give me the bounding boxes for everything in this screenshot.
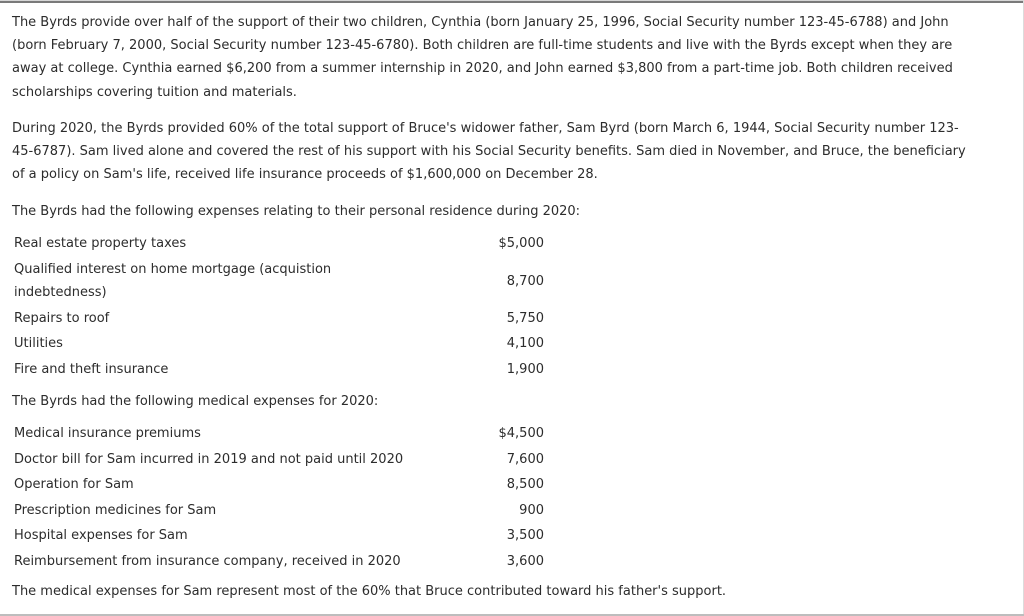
- paragraph-children-support: The Byrds provide over half of the support of their two children, Cynthia (born January 25, 1996, Social Security number 123-45-6788) and John (born February 7, 2000, Social Security number 123-45-6780). Both children are full-time students and live with the Byrds except when they are away at college. Cynthia earned $6,200 from a summer internship in 2020, and John earned $3,800 from a part-time job. Both children received scholarships covering tuition and materials.: [12, 15, 953, 100]
- expense-label: Real estate property taxes: [14, 236, 187, 252]
- residence-expenses-table: [14, 231, 554, 382]
- expense-label: Reimbursement from insurance company, received in 2020: [14, 553, 401, 569]
- expense-amount: 4,100: [506, 336, 544, 352]
- expense-amount: $5,000: [498, 236, 544, 252]
- expense-label: Utilities: [14, 336, 63, 352]
- expense-amount: 3,500: [506, 528, 544, 544]
- expense-amount: 1,900: [506, 361, 544, 377]
- expense-amount: $4,500: [498, 426, 544, 442]
- table-row: [14, 257, 554, 306]
- expense-amount: 5,750: [506, 310, 544, 326]
- top-divider-accent: [0, 1, 1024, 3]
- paragraph-medical-note: The medical expenses for Sam represent most of the 60% that Bruce contributed toward his father's support.: [12, 584, 727, 599]
- expense-label: Doctor bill for Sam incurred in 2019 and not paid until 2020: [14, 451, 404, 467]
- expense-label: Prescription medicines for Sam: [14, 502, 217, 518]
- expense-amount: 8,500: [506, 477, 544, 493]
- expense-label: Repairs to roof: [14, 310, 110, 326]
- table-row: [14, 357, 554, 383]
- paragraph-residence-intro: The Byrds had the following expenses relating to their personal residence during 2020:: [12, 204, 581, 219]
- table-row: [14, 331, 554, 357]
- table-row: [14, 498, 554, 524]
- table-row: [14, 523, 554, 549]
- paragraph-father-support: During 2020, the Byrds provided 60% of the total support of Bruce's widower father, Sam Byrd (born March 6, 1944, Social Security number 123-45-6787). Sam lived alone and covered the rest of his support with his Social Security benefits. Sam died in November, and Bruce, the beneficiary of a policy on Sam's life, received life insurance proceeds of $1,600,000 on December 28.: [12, 121, 966, 183]
- expense-label: Qualified interest on home mortgage (acquistion indebtedness): [14, 262, 332, 300]
- table-row: [14, 549, 554, 575]
- expense-amount: 7,600: [506, 451, 544, 467]
- expense-label: Fire and theft insurance: [14, 361, 169, 377]
- medical-expenses-table: [14, 421, 554, 574]
- expense-amount: 3,600: [506, 553, 544, 569]
- table-row: [14, 447, 554, 473]
- paragraph-medical-intro: The Byrds had the following medical expenses for 2020:: [12, 394, 379, 409]
- table-row: [14, 472, 554, 498]
- expense-label: Hospital expenses for Sam: [14, 528, 188, 544]
- table-row: [14, 306, 554, 332]
- expense-amount: 8,700: [506, 273, 544, 289]
- expense-amount: 900: [519, 502, 544, 518]
- table-row: [14, 421, 554, 447]
- expense-label: Medical insurance premiums: [14, 426, 201, 442]
- expense-label: Operation for Sam: [14, 477, 134, 493]
- table-row: [14, 231, 554, 257]
